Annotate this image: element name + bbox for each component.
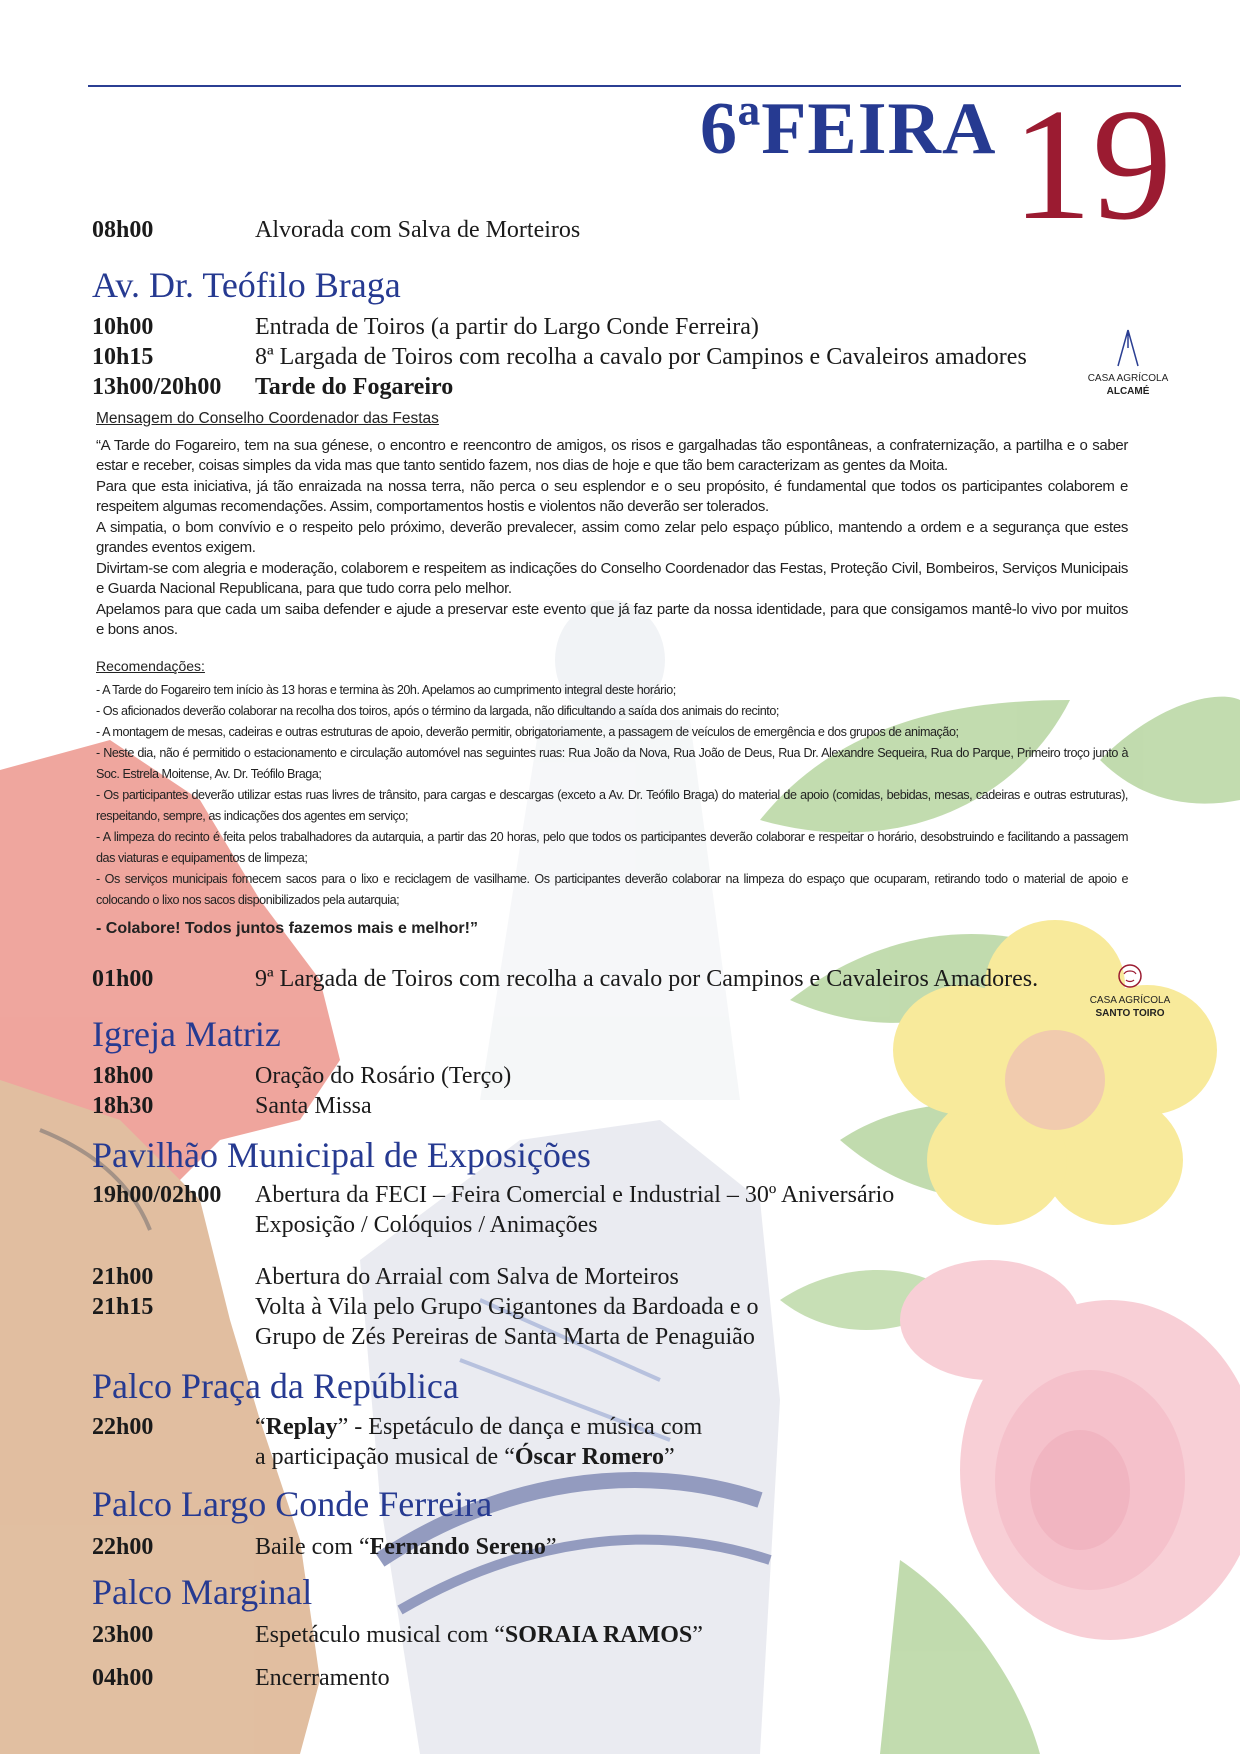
- event-description: Volta à Vila pelo Grupo Gigantones da Bardoada e o: [255, 1294, 759, 1320]
- event-time: 01h00: [92, 966, 154, 992]
- sponsor-name: SANTO TOIRO: [1095, 1008, 1165, 1019]
- performer-name: SORAIA RAMOS: [504, 1622, 693, 1648]
- event-time: 23h00: [92, 1622, 154, 1648]
- event-time: 13h00/20h00: [92, 374, 222, 400]
- section-heading: Palco Praça da República: [92, 1366, 459, 1406]
- message-paragraph: A simpatia, o bom convívio e o respeito pelo próximo, deverão prevalecer, assim como zelar pelo espaço público, mantendo a ordem e a segurança que estes grandes eventos exigem.: [96, 519, 1128, 557]
- message-paragraph: Apelamos para que cada um saiba defender e ajude a preservar este evento que já faz parte da nossa identidade, para que consigamos mantê-lo vivo por muitos e bons anos.: [96, 601, 1128, 639]
- event-time: 10h15: [92, 344, 154, 370]
- event-description: Baile com “Fernando Sereno”: [255, 1534, 557, 1560]
- event-time: 21h00: [92, 1264, 154, 1290]
- recommendation-item: - Os serviços municipais fornecem sacos para o lixo e reciclagem de vasilhame. Os participantes deverão colaborar na limpeza do espaço que ocuparam, retirando todo o material de apoio e colocando o lixo nos sacos disponibilizados pela autarquia;: [96, 872, 1128, 907]
- event-description: Santa Missa: [255, 1093, 372, 1119]
- recommendation-item: - A limpeza do recinto é feita pelos trabalhadores da autarquia, a partir das 20 horas, pelo que todos os participantes deverão colaborar e respeitar o horário, desobstruindo e facilitando a passagem das viaturas e equipamentos de limpeza;: [96, 830, 1128, 865]
- event-description: “Replay” - Espetáculo de dança e música com: [255, 1414, 703, 1440]
- sponsor-line: CASA AGRÍCOLA: [1087, 373, 1169, 384]
- event-description: Exposição / Colóquios / Animações: [255, 1212, 598, 1238]
- message-paragraph: Divirtam-se com alegria e moderação, colaborem e respeitem as indicações do Conselho Coordenador das Festas, Proteção Civil, Bombeiros, Serviços Municipais e Guarda Nacional Republicana, para que tudo corra pelo melhor.: [96, 560, 1128, 598]
- event-description: Espetáculo musical com “SORAIA RAMOS”: [255, 1622, 703, 1648]
- section-heading: Palco Largo Conde Ferreira: [92, 1484, 493, 1524]
- sponsor-name: ALCAMÉ: [1106, 386, 1150, 397]
- sponsor-emblem-icon: [1116, 962, 1144, 990]
- section-heading: Palco Marginal: [92, 1572, 313, 1612]
- recommendation-item: - A montagem de mesas, cadeiras e outras estruturas de apoio, deverão permitir, obrigatoriamente, a passagem de veículos de emergência e dos grupos de animação;: [96, 725, 959, 739]
- recommendation-item: - Os participantes deverão utilizar estas ruas livres de trânsito, para cargas e descargas (exceto a Av. Dr. Teófilo Braga) do material de apoio (comidas, bebidas, mesas, cadeiras e outras estruturas), respeitando, sempre, as indicações dos agentes em serviço;: [96, 788, 1128, 823]
- message-paragraph: Para que esta iniciativa, já tão enraizada na nossa terra, não perca o seu esplendor e o seu propósito, é fundamental que todos os participantes colaborem e respeitem algumas recomendações. Assim, comportamentos hostis e violentos não deverão ser tolerados.: [96, 478, 1128, 516]
- event-time: 21h15: [92, 1294, 154, 1320]
- day-number: 19: [1012, 75, 1172, 253]
- event-description: Tarde do Fogareiro: [255, 374, 454, 400]
- performer-name: Óscar Romero: [514, 1444, 664, 1470]
- event-description: Alvorada com Salva de Morteiros: [255, 217, 581, 243]
- event-description: Grupo de Zés Pereiras de Santa Marta de Penaguião: [255, 1324, 755, 1350]
- event-time: 18h00: [92, 1063, 154, 1089]
- event-description: Oração do Rosário (Terço): [255, 1063, 512, 1089]
- event-time: 22h00: [92, 1414, 154, 1440]
- event-time: 18h30: [92, 1093, 154, 1119]
- recommendation-item: - Neste dia, não é permitido o estacionamento e circulação automóvel nas seguintes ruas: Rua João da Nova, Rua João de Deus, Rua Dr. Alexandre Sequeira, Rua do Parque, Primeiro troço junto à Soc. Estrela Moitense, Av. Dr. Teófilo Braga;: [96, 746, 1128, 781]
- event-description: Abertura da FECI – Feira Comercial e Industrial – 30º Aniversário: [255, 1182, 895, 1208]
- message-paragraph: “A Tarde do Fogareiro, tem na sua génese, o encontro e reencontro de amigos, os risos e gargalhadas tão espontâneas, a confraternização, a partilha e o saber estar e receber, coisas simples da vida mas que tanto sentido fazem, nos dias de hoje e que tão bem caracterizam as gentes da Moita.: [96, 437, 1128, 475]
- performer-name: Fernando Sereno: [369, 1534, 546, 1560]
- event-time: 08h00: [92, 217, 154, 243]
- event-time: 04h00: [92, 1665, 154, 1691]
- sponsor-emblem-icon: [1115, 328, 1141, 368]
- section-heading: Igreja Matriz: [92, 1014, 281, 1054]
- event-time: 10h00: [92, 314, 154, 340]
- event-description: Entrada de Toiros (a partir do Largo Conde Ferreira): [255, 314, 759, 340]
- recommendation-item: - Os aficionados deverão colaborar na recolha dos toiros, após o término da largada, não dificultando a saída dos animais do recinto;: [96, 704, 779, 718]
- event-description: a participação musical de “Óscar Romero”: [255, 1444, 675, 1470]
- event-time: 19h00/02h00: [92, 1182, 222, 1208]
- section-heading: Av. Dr. Teófilo Braga: [92, 265, 401, 305]
- sponsor-logo-alcame: [1083, 328, 1173, 398]
- message-title: Mensagem do Conselho Coordenador das Festas: [96, 410, 439, 427]
- section-heading: Pavilhão Municipal de Exposições: [92, 1135, 591, 1175]
- weekday-label: 6ªFEIRA: [700, 88, 997, 170]
- coordinating-council-message: [96, 410, 1128, 950]
- recommendations-title: Recomendações:: [96, 658, 205, 674]
- performer-name: Replay: [265, 1414, 338, 1440]
- event-description: 8ª Largada de Toiros com recolha a cavalo por Campinos e Cavaleiros amadores: [255, 344, 1027, 370]
- recommendation-item: - A Tarde do Fogareiro tem início às 13 horas e termina às 20h. Apelamos ao cumprimento integral deste horário;: [96, 683, 676, 697]
- sponsor-line: CASA AGRÍCOLA: [1089, 995, 1171, 1006]
- slogan: - Colabore! Todos juntos fazemos mais e melhor!”: [96, 920, 478, 937]
- event-description: 9ª Largada de Toiros com recolha a cavalo por Campinos e Cavaleiros Amadores.: [255, 966, 1039, 992]
- event-description: Abertura do Arraial com Salva de Morteiros: [255, 1264, 679, 1290]
- sponsor-logo-santo-toiro: [1085, 962, 1175, 1020]
- event-description: Encerramento: [255, 1665, 390, 1691]
- event-time: 22h00: [92, 1534, 154, 1560]
